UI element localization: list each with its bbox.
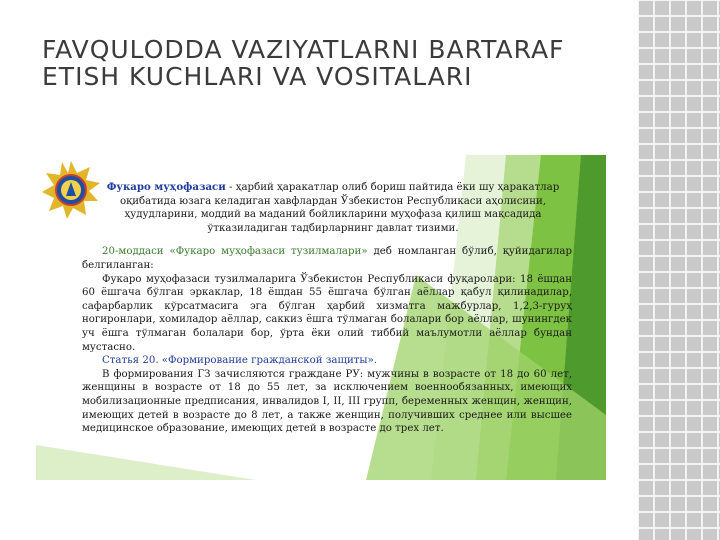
- term-civil-protection: Фукаро муҳофазаси: [106, 181, 226, 193]
- definition-text: - ҳарбий ҳаракатлар олиб бориш пайтида ёки шу ҳаракатлар оқибатида юзага келадиган хавфлардан Ўзбекистон Республикаси аҳолисини, ҳудудларини, моддий ва маданий бойликларини муҳофаза қилиш мақсадида ўтказиладиган тадбирларнинг давлат тизими.: [119, 182, 560, 234]
- article-20-intro-text: деб номланган бўлиб, қуйидагилар белгиланган:: [82, 246, 572, 271]
- definition-headline: [94, 181, 572, 235]
- article-20-body-ru: В формирования ГЗ зачисляются граждане РУ: мужчины в возрасте от 18 до 60 лет, женщины в возрасте от 18 до 55 лет, за исключением военнообязанных, имеющих мобилизационные предписания, инвалидов I, II, III групп, беременных женщин, женщин, имеющих детей в возрасте до 8 лет, а также женщин, получивших среднее или высшее медицинское образование, имеющих детей в возрасте до трех лет.: [82, 368, 572, 435]
- grid-pattern-strip: [638, 0, 720, 540]
- article-20-heading-ru: Статья 20. «Формирование гражданской защиты».: [102, 355, 377, 367]
- document-image: [36, 155, 606, 480]
- article-20-body-uz: Фукаро муҳофазаси тузилмаларига Ўзбекистон Республикаси фуқаролари: 18 ёшдан 60 ёшгача бўлган эркаклар, 18 ёшдан 55 ёшгача бўлган аёллар қабул қилинадилар, сафарбарлик кўрсатмасига эга бўлган ҳарбий хизматга мажбурлар, 1,2,3-гуруҳ ногиронлари, хомиладор аёллар, саккиз ёшга тўлмаган болалари бор аёллар, шунингдек уч ёшга тўлмаган болалари бор, ўрта ёки олий тиббий маълумотли аёллар бундан мустасно.: [82, 273, 572, 353]
- document-text: [82, 181, 572, 436]
- slide-title: FAVQULODDA VAZIYATLARNI BARTARAF ETISH KUCHLARI VA VOSITALARI: [42, 35, 565, 91]
- article-20-reference: 20-моддаси «Фукаро муҳофазаси тузилмалари»: [102, 246, 368, 258]
- article-20-intro: [82, 245, 572, 272]
